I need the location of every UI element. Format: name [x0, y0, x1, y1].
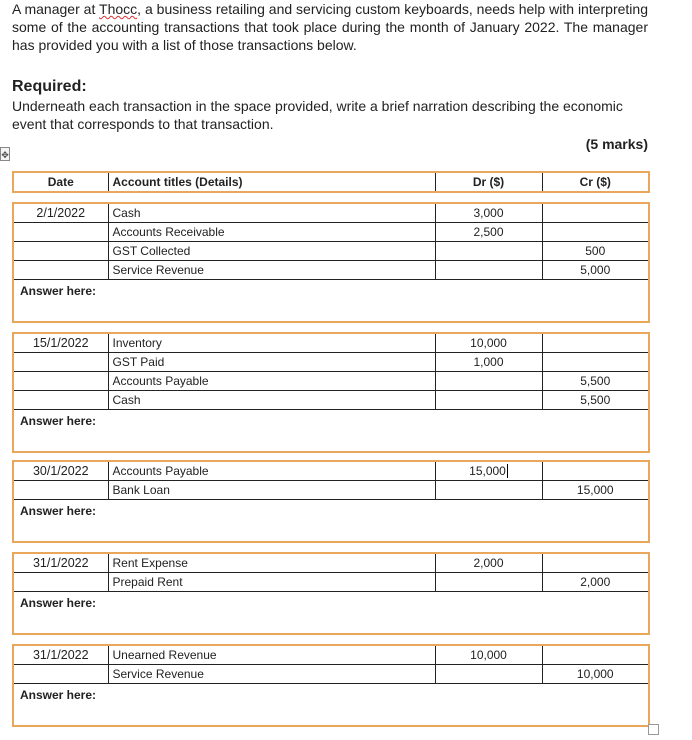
debit-amount[interactable]: [435, 481, 542, 500]
date-cell-empty[interactable]: [13, 261, 108, 280]
answer-label: Answer here:: [20, 596, 97, 610]
account-title[interactable]: Inventory: [108, 333, 435, 353]
date-cell-empty[interactable]: [13, 353, 108, 372]
credit-amount[interactable]: 15,000: [542, 481, 649, 500]
transaction-date[interactable]: 31/1/2022: [13, 553, 108, 573]
answer-row: [13, 500, 649, 542]
credit-amount[interactable]: 5,000: [542, 261, 649, 280]
marks-label: (5 marks): [585, 136, 648, 152]
account-title[interactable]: Cash: [108, 203, 435, 223]
debit-amount[interactable]: 10,000: [435, 645, 542, 665]
header-cr: Cr ($): [579, 175, 611, 189]
account-title[interactable]: GST Paid: [108, 353, 435, 372]
date-cell-empty[interactable]: [13, 242, 108, 261]
entry-line: [13, 481, 649, 500]
debit-amount[interactable]: 2,000: [435, 553, 542, 573]
debit-amount[interactable]: [435, 242, 542, 261]
transaction-table-5: [12, 644, 650, 727]
answer-field[interactable]: [13, 500, 649, 542]
date-cell-empty[interactable]: [13, 573, 108, 592]
date-cell-empty[interactable]: [13, 372, 108, 391]
transaction-date[interactable]: 30/1/2022: [13, 461, 108, 481]
company-name: Thocc: [99, 1, 138, 17]
header-date: Date: [13, 172, 108, 192]
credit-amount[interactable]: [542, 223, 649, 242]
answer-label: Answer here:: [20, 414, 97, 428]
account-title[interactable]: Service Revenue: [108, 261, 435, 280]
date-cell-empty[interactable]: [13, 481, 108, 500]
credit-amount[interactable]: [542, 353, 649, 372]
entry-line: [13, 391, 649, 410]
intro-suffix: , a business retailing and servicing custom keyboards, needs help with interpreting some of the accounting transactions that took place during the month of January 2022. The manager has provided you with a list of those transactions below.: [12, 1, 648, 53]
account-title[interactable]: GST Collected: [108, 242, 435, 261]
entry-line: [13, 573, 649, 592]
credit-amount[interactable]: [542, 461, 649, 481]
answer-row: [13, 684, 649, 726]
entry-line: [13, 665, 649, 684]
answer-label: Answer here:: [20, 284, 97, 298]
account-title[interactable]: Prepaid Rent: [108, 573, 435, 592]
intro-paragraph: [12, 0, 648, 54]
credit-amount[interactable]: [542, 645, 649, 665]
debit-amount[interactable]: 3,000: [435, 203, 542, 223]
account-title[interactable]: Cash: [108, 391, 435, 410]
transaction-table-3: [12, 460, 650, 543]
move-icon[interactable]: ✥: [0, 147, 10, 161]
credit-amount[interactable]: 5,500: [542, 391, 649, 410]
credit-amount[interactable]: 10,000: [542, 665, 649, 684]
debit-amount[interactable]: [435, 261, 542, 280]
entry-line: [13, 242, 649, 261]
answer-label: Answer here:: [20, 504, 97, 518]
answer-row: [13, 280, 649, 322]
date-cell-empty[interactable]: [13, 391, 108, 410]
transaction-date[interactable]: 2/1/2022: [13, 203, 108, 223]
entry-line: [13, 223, 649, 242]
debit-amount-text: 15,000: [469, 464, 506, 478]
credit-amount[interactable]: 500: [542, 242, 649, 261]
credit-amount[interactable]: [542, 203, 649, 223]
entry-line: [13, 203, 649, 223]
entry-line: [13, 353, 649, 372]
debit-amount[interactable]: [435, 461, 542, 481]
account-title[interactable]: Accounts Receivable: [108, 223, 435, 242]
credit-amount[interactable]: 2,000: [542, 573, 649, 592]
credit-amount[interactable]: [542, 333, 649, 353]
answer-row: [13, 410, 649, 452]
header-account: Account titles (Details): [108, 172, 435, 192]
entry-line: [13, 553, 649, 573]
header-dr: Dr ($): [435, 172, 542, 192]
account-title[interactable]: Bank Loan: [108, 481, 435, 500]
debit-amount[interactable]: 10,000: [435, 333, 542, 353]
debit-amount[interactable]: [435, 372, 542, 391]
entry-line: [13, 333, 649, 353]
header-row: [13, 172, 649, 192]
answer-field[interactable]: [13, 592, 649, 634]
entry-line: [13, 461, 649, 481]
account-title[interactable]: Rent Expense: [108, 553, 435, 573]
answer-field[interactable]: [13, 410, 649, 452]
answer-field[interactable]: [13, 280, 649, 322]
debit-amount[interactable]: [435, 391, 542, 410]
transaction-table-4: [12, 552, 650, 635]
entry-line: [13, 372, 649, 391]
account-title[interactable]: Accounts Payable: [108, 372, 435, 391]
entry-line: [13, 261, 649, 280]
credit-amount[interactable]: [542, 553, 649, 573]
answer-row: [13, 592, 649, 634]
account-title[interactable]: Unearned Revenue: [108, 645, 435, 665]
transaction-table-2: [12, 332, 650, 453]
date-cell-empty[interactable]: [13, 665, 108, 684]
entry-line: [13, 645, 649, 665]
required-instructions: Underneath each transaction in the space provided, write a brief narration describing the economic event that corresponds to that transaction.: [12, 98, 623, 132]
resize-icon[interactable]: [648, 724, 659, 735]
answer-label: Answer here:: [20, 688, 97, 702]
debit-amount[interactable]: [435, 573, 542, 592]
intro-prefix: A manager at: [12, 1, 100, 17]
debit-amount[interactable]: 2,500: [435, 223, 542, 242]
transaction-date[interactable]: 15/1/2022: [13, 333, 108, 353]
transaction-table-1: [12, 202, 650, 323]
answer-field[interactable]: [13, 684, 649, 726]
transaction-date[interactable]: 31/1/2022: [13, 645, 108, 665]
required-heading: Required:: [12, 78, 87, 95]
credit-amount[interactable]: 5,500: [542, 372, 649, 391]
column-header-table: [12, 171, 650, 193]
account-title[interactable]: Service Revenue: [108, 665, 435, 684]
debit-amount[interactable]: [435, 665, 542, 684]
debit-amount[interactable]: 1,000: [435, 353, 542, 372]
account-title[interactable]: Accounts Payable: [108, 461, 435, 481]
date-cell-empty[interactable]: [13, 223, 108, 242]
